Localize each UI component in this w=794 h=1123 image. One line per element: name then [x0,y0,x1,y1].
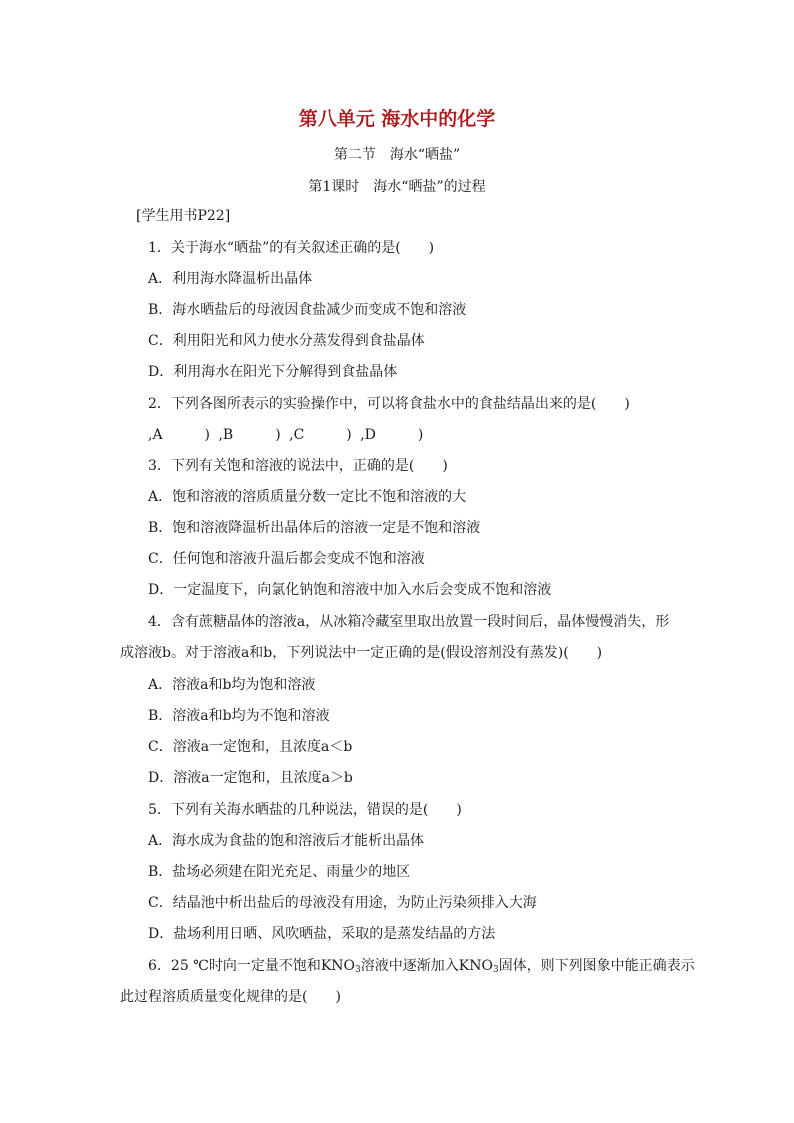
question-5-option-b: B．盐场必须建在阳光充足、雨量少的地区 [148,864,411,880]
question-1-option-b: B．海水晒盐后的母液因食盐减少而变成不饱和溶液 [148,302,467,318]
question-1-option-a: A．利用海水降温析出晶体 [148,271,313,287]
section-title: 第二节 海水“晒盐” [333,147,461,163]
book-reference: [学生用书P22] [136,208,231,224]
question-3-option-c: C．任何饱和溶液升温后都会变成不饱和溶液 [148,551,425,567]
question-4-stem-line-1: 4．含有蔗糖晶体的溶液a，从冰箱冷藏室里取出放置一段时间后，晶体慢慢消失，形 [148,614,670,630]
unit-title: 第八单元 海水中的化学 [298,108,496,130]
lesson-title: 第1课时 海水“晒盐”的过程 [308,179,486,195]
question-3-option-b: B．饱和溶液降温析出晶体后的溶液一定是不饱和溶液 [148,520,481,536]
question-1-option-c: C．利用阳光和风力使水分蒸发得到食盐晶体 [148,333,425,349]
question-4-option-b: B．溶液a和b均为不饱和溶液 [148,708,330,724]
question-3-option-a: A．饱和溶液的溶质质量分数一定比不饱和溶液的大 [148,489,467,505]
question-6-stem-line-2: 此过程溶质质量变化规律的是( ) [120,989,341,1005]
question-6-text-part-1: 6．25 ℃时向一定量不饱和KNO [148,958,356,974]
question-6-stem-line-1 [148,957,695,979]
question-1-stem: 1．关于海水“晒盐”的有关叙述正确的是( ) [148,240,435,256]
question-3-stem: 3．下列有关饱和溶液的说法中，正确的是( ) [148,458,448,474]
question-3-option-d: D．一定温度下，向氯化钠饱和溶液中加入水后会变成不饱和溶液 [148,582,552,598]
question-2-stem: 2．下列各图所表示的实验操作中，可以将食盐水中的食盐结晶出来的是( ) [148,396,630,412]
question-6-subscript-1: 3 [355,965,361,975]
question-4-option-a: A．溶液a和b均为饱和溶液 [148,677,316,693]
question-1-option-d: D．利用海水在阳光下分解得到食盐晶体 [148,364,398,380]
question-4-option-c: C．溶液a一定饱和，且浓度a＜b [148,739,353,755]
question-6-text-part-2: 溶液中逐渐加入KNO [360,958,493,974]
question-4-stem-line-2: 成溶液b。对于溶液a和b，下列说法中一定正确的是(假设溶剂没有蒸发)( ) [120,645,603,661]
question-6-text-part-3: 固体，则下列图象中能正确表示 [498,958,695,974]
question-5-option-a: A．海水成为食盐的饱和溶液后才能析出晶体 [148,833,425,849]
question-5-option-d: D．盐场利用日晒、风吹晒盐，采取的是蒸发结晶的方法 [148,926,496,942]
question-4-option-d: D．溶液a一定饱和，且浓度a＞b [148,770,353,786]
question-2-options: ,A ) ,B ) ,C ) ,D ) [148,427,424,443]
question-5-stem: 5．下列有关海水晒盐的几种说法，错误的是( ) [148,802,462,818]
question-5-option-c: C．结晶池中析出盐后的母液没有用途，为防止污染须排入大海 [148,895,537,911]
question-6-subscript-2: 3 [492,965,499,975]
